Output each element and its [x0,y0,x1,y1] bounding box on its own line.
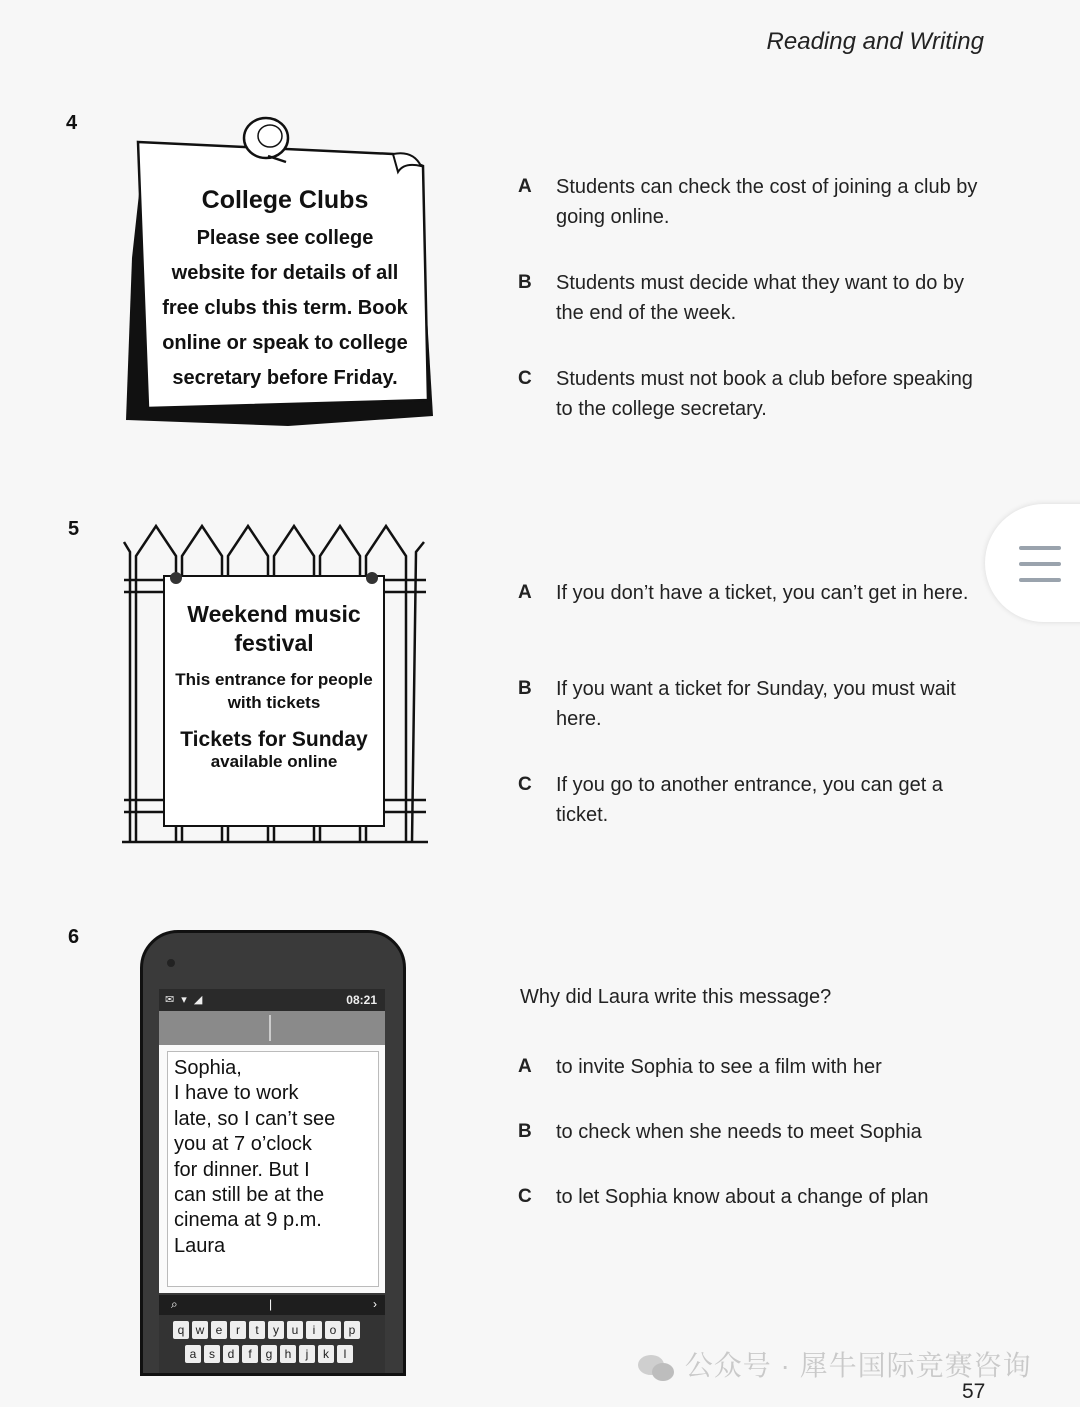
sign-subtitle: This entrance for people with tickets [175,670,373,712]
festival-fence-sign [120,520,430,845]
search-icon: ⌕ [171,1297,178,1311]
college-clubs-notice [118,108,458,443]
watermark-text: 公众号 · 犀牛国际竞赛咨询 [684,1350,1032,1381]
option-letter: B [518,272,532,293]
keyboard [159,1315,385,1373]
keyboard-key: h [280,1345,296,1363]
notice-title: College Clubs [201,186,369,214]
keyboard-key: j [299,1345,315,1363]
keyboard-key: q [173,1321,189,1339]
option-text: Students must decide what they want to do by the end of the week. [556,272,965,324]
keyboard-key: g [261,1345,277,1363]
option-letter: A [518,176,532,197]
phone-status-bar [159,989,385,1011]
watermark [636,1344,1032,1384]
question-number: 4 [66,112,78,134]
keyboard-key: o [325,1321,341,1339]
message-title-bar [159,1011,385,1045]
notice-line: secretary before Friday. [172,367,398,389]
notice-line: online or speak to college [162,332,408,354]
option-text: Students must not book a club before speaking to the college secretary. [556,368,973,420]
notice-line: free clubs this term. Book [162,297,408,319]
keyboard-key: u [287,1321,303,1339]
sign-tickets: Tickets for Sunday [180,728,368,751]
keyboard-key: k [318,1345,334,1363]
text-message [167,1051,379,1287]
keyboard-key: s [204,1345,220,1363]
cursor-icon: | [269,1297,273,1311]
phone-illustration [140,930,406,1376]
camera-icon [167,959,175,967]
option-text: If you don’t have a ticket, you can’t get in here. [556,582,969,604]
option-letter: C [518,368,532,389]
wechat-icon [636,1352,676,1384]
keyboard-key: a [185,1345,201,1363]
notice-line: website for details of all [171,262,399,284]
answer-option-a[interactable] [518,1052,988,1082]
message-text: Sophia, I have to work late, so I can’t see you at 7 o’clock for dinner. But I can still be at the cinema at 9 p.m. Laura [174,1057,336,1257]
answer-option-a[interactable] [518,578,988,608]
side-menu-tab[interactable] [985,504,1080,622]
keyboard-toolbar [159,1295,385,1315]
option-text: to invite Sophia to see a film with her [556,1056,882,1078]
keyboard-key: d [223,1345,239,1363]
option-text: to check when she needs to meet Sophia [556,1121,922,1143]
phone-screen [159,1045,385,1293]
option-letter: C [518,774,532,795]
keyboard-key: f [242,1345,258,1363]
chevron-right-icon: › [373,1297,377,1311]
question-number: 5 [68,518,80,540]
answer-option-c[interactable] [518,364,988,424]
keyboard-key: i [306,1321,322,1339]
keyboard-key: t [249,1321,265,1339]
option-letter: B [518,1121,532,1142]
question-prompt: Why did Laura write this message? [520,986,832,1008]
answer-option-b[interactable] [518,268,988,328]
page-number: 57 [962,1380,986,1403]
answer-option-b[interactable] [518,1117,988,1147]
keyboard-key: l [337,1345,353,1363]
option-text: If you want a ticket for Sunday, you must wait here. [556,678,956,730]
notice-line: Please see college [196,227,374,249]
option-letter: C [518,1186,532,1207]
option-letter: A [518,1056,532,1077]
answer-option-c[interactable] [518,1182,988,1212]
keyboard-key: e [211,1321,227,1339]
status-icons: ✉ ▾ ◢ [165,994,205,1006]
answer-option-b[interactable] [518,674,988,734]
option-letter: B [518,678,532,699]
keyboard-key: r [230,1321,246,1339]
sign-title: Weekend music festival [187,601,361,656]
sign-online: available online [210,752,338,771]
option-text: If you go to another entrance, you can get a ticket. [556,774,943,826]
status-time: 08:21 [346,993,377,1007]
page-header: Reading and Writing [766,28,984,55]
answer-option-c[interactable] [518,770,988,830]
question-number: 6 [68,926,80,948]
keyboard-key: w [192,1321,208,1339]
option-text: to let Sophia know about a change of plan [556,1186,929,1208]
answer-option-a[interactable] [518,172,988,232]
option-letter: A [518,582,532,603]
option-text: Students can check the cost of joining a club by going online. [556,176,978,228]
keyboard-key: p [344,1321,360,1339]
keyboard-key: y [268,1321,284,1339]
